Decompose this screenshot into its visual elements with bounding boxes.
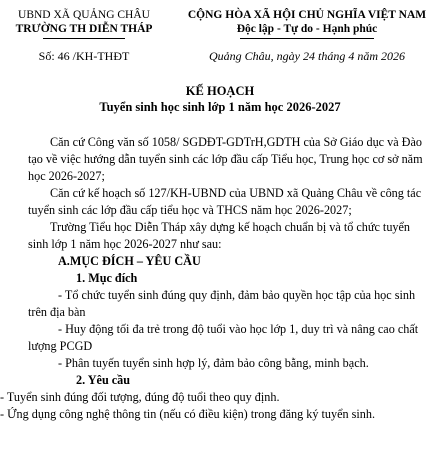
motto-underline: [240, 38, 374, 39]
document-number: Số: 46 /KH-THĐT: [38, 49, 130, 63]
basis-paragraph-2: Căn cứ kế hoạch số 127/KH-UBND của UBND xã Quảng Châu về công tác tuyển sinh các lớp đầu cấp tiểu học và THCS năm học 2026-2027;: [28, 186, 422, 217]
purpose-item-1: - Tổ chức tuyển sinh đúng quy định, đảm bảo quyền học tập của học sinh trên địa bàn: [28, 288, 416, 319]
basis-paragraph-1: Căn cứ Công văn số 1058/ SGDĐT-GDTrH,GDTH của Sở Giáo dục và Đào tạo về việc hướng dẫn tuyển sinh các lớp đầu cấp Tiểu học, Trung học cơ sở năm học 2026-2027;: [28, 135, 423, 183]
national-header-block: [178, 8, 436, 63]
national-title: CỘNG HÒA XÃ HỘI CHỦ NGHĨA VIỆT NAM: [187, 9, 427, 21]
issuer-underline: [43, 38, 125, 39]
requirement-heading: 2. Yêu cầu: [76, 373, 131, 387]
purpose-heading: 1. Mục đích: [76, 271, 138, 285]
place-and-date: Quảng Châu, ngày 24 tháng 4 năm 2026: [209, 49, 405, 63]
document-subject: Tuyển sinh học sinh lớp 1 năm học 2026-2027: [99, 100, 341, 114]
intro-paragraph: Trường Tiểu học Diễn Tháp xây dựng kế hoạch chuẩn bị và tổ chức tuyển sinh lớp 1 năm học 2026-2027 như sau:: [28, 220, 411, 251]
purpose-item-3: - Phân tuyến tuyển sinh hợp lý, đảm bảo công bằng, minh bạch.: [58, 356, 369, 370]
requirement-item-1: - Tuyển sinh đúng đối tượng, đúng độ tuổi theo quy định.: [0, 390, 280, 404]
issuer-block: [0, 8, 168, 63]
purpose-item-2: - Huy động tối đa trẻ trong độ tuổi vào học lớp 1, duy trì và nâng cao chất lượng PCGD: [28, 322, 419, 353]
document-type: KẾ HOẠCH: [185, 84, 255, 98]
school-name: TRƯỜNG TH DIỄN THÁP: [15, 23, 153, 35]
document-body: [0, 134, 424, 423]
national-motto: Độc lập - Tự do - Hạnh phúc: [236, 23, 378, 35]
section-a-heading: A.MỤC ĐÍCH – YÊU CẦU: [58, 254, 201, 268]
requirement-item-2: - Ứng dụng công nghệ thông tin (nếu có điều kiện) trong đăng ký tuyển sinh.: [0, 407, 376, 421]
parent-organization: UBND XÃ QUẢNG CHÂU: [18, 9, 150, 21]
